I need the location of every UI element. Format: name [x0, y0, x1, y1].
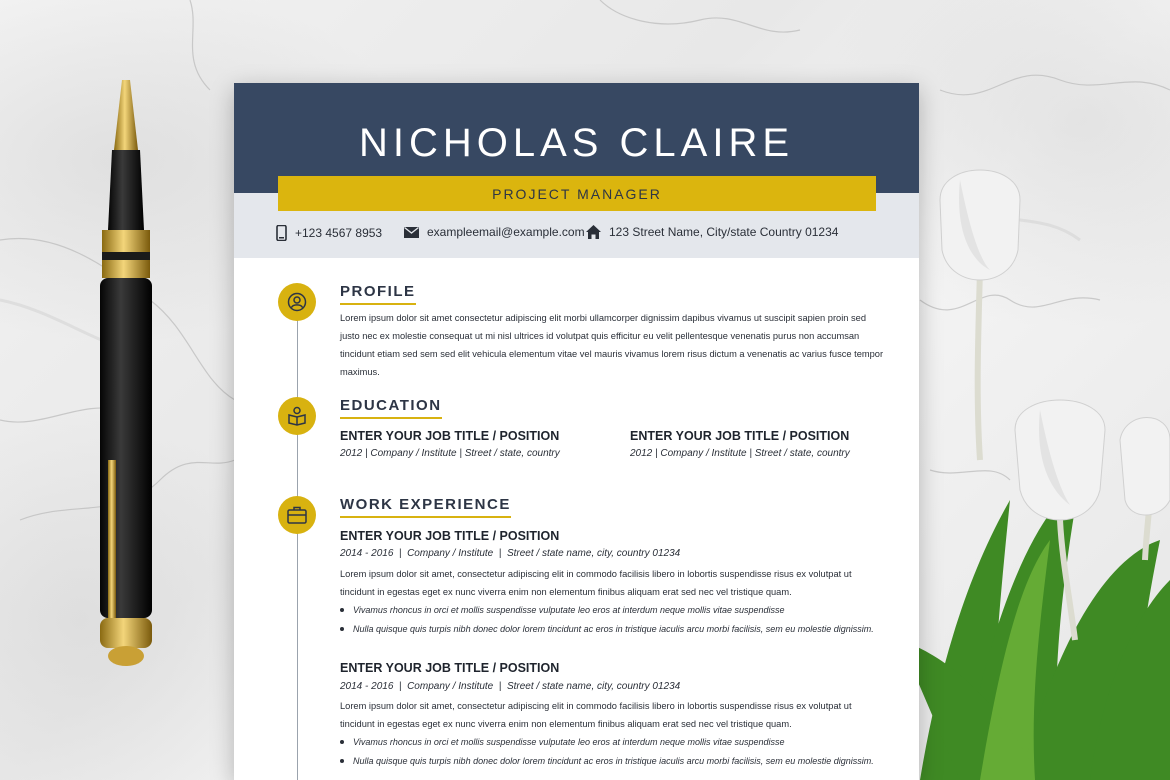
work-heading: WORK EXPERIENCE	[340, 496, 511, 518]
timeline-line	[297, 293, 298, 780]
reading-person-icon	[287, 406, 307, 426]
work-entry-title: ENTER YOUR JOB TITLE / POSITION	[340, 661, 560, 675]
work-entry-meta: 2014 - 2016 | Company / Institute | Street / state name, city, country 01234	[340, 681, 681, 692]
work-entry-meta: 2014 - 2016 | Company / Institute | Street / state name, city, country 01234	[340, 548, 681, 559]
work-entry-bullets	[340, 601, 890, 638]
contact-address	[586, 225, 838, 239]
job-title: PROJECT MANAGER	[492, 186, 662, 202]
profile-section-icon	[278, 283, 316, 321]
profile-text: Lorem ipsum dolor sit amet consectetur adipiscing elit morbi ullamcorper dignissim dapibus vivamus ut suscipit sapien proin sed justo nec ex molestie consequat ut mi nisl ultrices id volutpat quis efficitur eu velit pellentesque venenatis purus non accumsan tincidunt etiam sed sem sed elit vehicula elementum vitae vel mauris vivamus lorem risus dictum a venenatis ac varius fusce tempor maximus.	[340, 313, 884, 377]
fountain-pen-image	[90, 80, 170, 670]
resume-name: NICHOLAS CLAIRE	[358, 121, 795, 165]
list-item: Vivamus rhoncus in orci et mollis suspendisse vulputate leo eros at interdum neque mollis vitae suspendisse	[340, 601, 890, 620]
profile-heading: PROFILE	[340, 283, 416, 305]
list-item: Nulla quisque quis turpis nibh donec dolor lorem tincidunt ac eros in tristique iaculis arcu morbi facilisis, sem eu molestie dignissim.	[340, 752, 890, 771]
envelope-icon	[404, 227, 419, 238]
list-item: Vivamus rhoncus in orci et mollis suspendisse vulputate leo eros at interdum neque mollis vitae suspendisse	[340, 733, 890, 752]
education-section-icon	[278, 397, 316, 435]
contact-email	[404, 225, 585, 239]
address-text: 123 Street Name, City/state Country 01234	[609, 225, 839, 239]
user-icon	[287, 292, 307, 312]
email-text: exampleemail@example.com	[427, 225, 585, 239]
work-entry-bullets	[340, 733, 890, 770]
home-icon	[586, 225, 601, 239]
education-entry-title: ENTER YOUR JOB TITLE / POSITION	[340, 429, 560, 443]
resume-page	[234, 83, 919, 780]
work-entry-text: Lorem ipsum dolor sit amet, consectetur adipiscing elit in commodo facilisis libero in lobortis suspendisse risus ex volutpat ut tincidunt in egestas eget ex nunc viverra enim non elementum finibus aliquam erat sed nec vel tristique quam.	[340, 701, 852, 729]
work-section-icon	[278, 496, 316, 534]
education-heading: EDUCATION	[340, 397, 442, 419]
contact-phone	[276, 225, 382, 241]
education-entry-title: ENTER YOUR JOB TITLE / POSITION	[630, 429, 850, 443]
education-entry-meta: 2012 | Company / Institute | Street / state, country	[340, 448, 560, 459]
phone-icon	[276, 225, 287, 241]
phone-text: +123 4567 8953	[295, 226, 383, 240]
work-entry-text: Lorem ipsum dolor sit amet, consectetur adipiscing elit in commodo facilisis libero in lobortis suspendisse risus ex volutpat ut tincidunt in egestas eget ex nunc viverra enim non elementum finibus aliquam erat sed nec vel tristique quam.	[340, 569, 852, 597]
tulips-image	[900, 140, 1170, 780]
job-title-bar	[278, 176, 876, 211]
list-item: Nulla quisque quis turpis nibh donec dolor lorem tincidunt ac eros in tristique iaculis arcu morbi facilisis, sem eu molestie dignissim.	[340, 620, 890, 639]
education-entry-meta: 2012 | Company / Institute | Street / state, country	[630, 448, 850, 459]
work-entry-title: ENTER YOUR JOB TITLE / POSITION	[340, 529, 560, 543]
briefcase-icon	[287, 506, 307, 524]
